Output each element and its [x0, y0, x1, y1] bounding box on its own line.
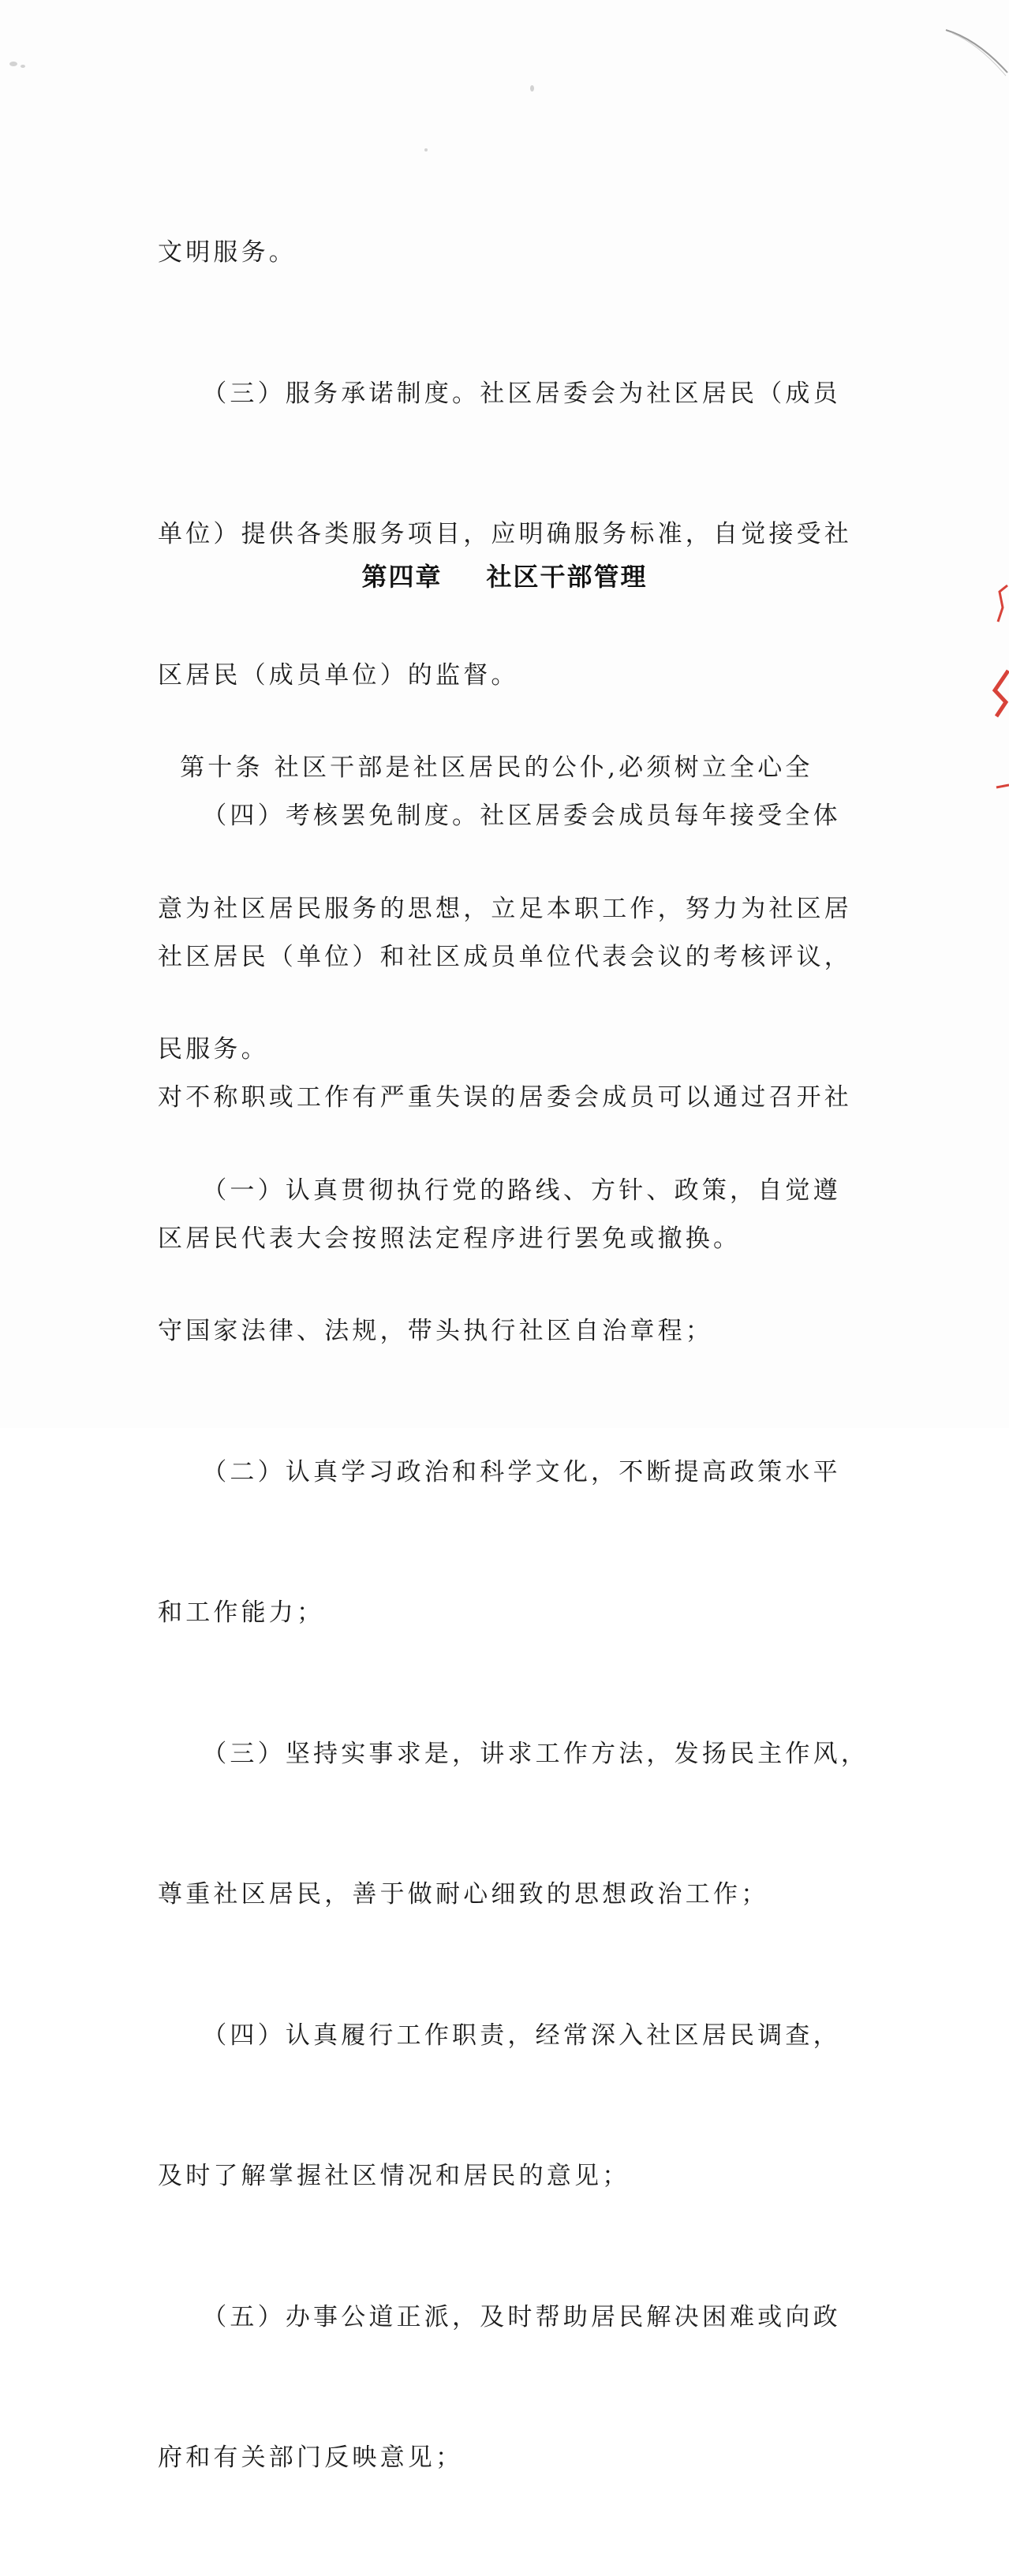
- text-line: 区居民代表大会按照法定程序进行罢免或撤换。: [158, 1224, 742, 1253]
- text-line: 文明服务。: [158, 238, 297, 267]
- text-line: 守国家法律、法规，带头执行社区自治章程；: [158, 1317, 713, 1345]
- text-line: 尊重社区居民，善于做耐心细致的思想政治工作；: [158, 1880, 769, 1909]
- text-line: 意为社区居民服务的思想，立足本职工作，努力为社区居: [158, 894, 852, 923]
- text-line: 府和有关部门反映意见；: [158, 2443, 464, 2472]
- text-line: 区居民（成员单位）的监督。: [158, 660, 519, 690]
- page-corner-fold: [938, 24, 1009, 79]
- section-cadre-management: [158, 651, 869, 2576]
- scan-speck: [9, 62, 17, 66]
- text-line: （二）认真学习政治和科学文化，不断提高政策水平: [158, 1457, 841, 1486]
- chapter-heading: [0, 557, 1009, 593]
- text-line: （四）认真履行工作职责，经常深入社区居民调查，: [158, 2021, 841, 2050]
- red-stamp-fragment: [992, 584, 1009, 821]
- text-line: （一）认真贯彻执行党的路线、方针、政策，自觉遵: [158, 1176, 841, 1205]
- text-line: 对不称职或工作有严重失误的居委会成员可以通过召开社: [158, 1083, 852, 1112]
- text-line: 社区居民（单位）和社区成员单位代表会议的考核评议，: [158, 942, 852, 971]
- chapter-number: 第四章: [361, 562, 443, 592]
- text-line: （三）坚持实事求是，讲求工作方法，发扬民主作风，: [158, 1739, 869, 1768]
- text-line: 单位）提供各类服务项目，应明确服务标准，自觉接受社: [158, 520, 852, 548]
- text-line: （五）办事公道正派，及时帮助居民解决困难或向政: [158, 2302, 841, 2331]
- text-line: 及时了解掌握社区情况和居民的意见；: [158, 2162, 630, 2190]
- text-line: （四）考核罢免制度。社区居委会成员每年接受全体: [158, 802, 841, 830]
- chapter-title: 社区干部管理: [486, 562, 648, 592]
- text-line: 第十条 社区干部是社区居民的公仆,必须树立全心全: [158, 753, 813, 782]
- text-line: 和工作能力；: [158, 1598, 325, 1627]
- scan-speck: [21, 65, 25, 68]
- text-line: （三）服务承诺制度。社区居委会为社区居民（成员: [158, 379, 841, 408]
- text-line: 民服务。: [158, 1035, 269, 1064]
- scan-speck: [530, 85, 534, 92]
